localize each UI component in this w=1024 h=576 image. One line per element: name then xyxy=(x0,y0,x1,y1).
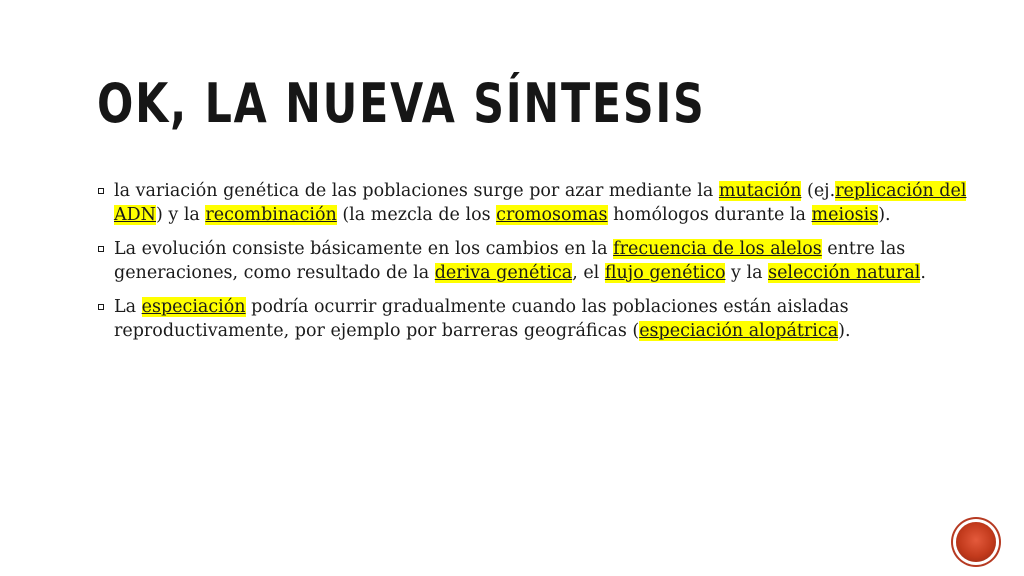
slide-title: OK, LA NUEVA SÍNTESIS xyxy=(97,72,706,135)
bullet-item xyxy=(96,296,976,343)
hyperlink[interactable]: replicación del ADN xyxy=(114,181,967,225)
bullet-text: ). xyxy=(838,320,851,341)
bullet-text: podría ocurrir gradualmente cuando las poblaciones están aisladas reproductivamente, por ejemplo por barreras geográficas ( xyxy=(114,297,849,341)
bullet-text: ). xyxy=(878,204,891,225)
square-bullet-icon xyxy=(98,188,104,194)
hyperlink[interactable]: selección natural xyxy=(768,262,921,283)
bullet-text: y la xyxy=(725,262,769,283)
hyperlink[interactable]: frecuencia de los alelos xyxy=(613,239,822,259)
hyperlink[interactable]: deriva genética xyxy=(434,262,573,283)
square-bullet-icon xyxy=(98,304,104,310)
bullet-text: entre las generaciones, como resultado de la xyxy=(114,239,906,283)
hyperlink[interactable]: flujo genético xyxy=(604,262,726,283)
bullet-text: La xyxy=(114,297,142,317)
bullet-text: (ej. xyxy=(801,181,836,201)
bullet-list xyxy=(96,180,976,354)
hyperlink[interactable]: cromosomas xyxy=(496,204,608,225)
bullet-text: homólogos durante la xyxy=(607,204,812,225)
hyperlink[interactable]: recombinación xyxy=(205,204,337,225)
bullet-item xyxy=(96,180,976,227)
bullet-text: , el xyxy=(572,262,605,283)
bullet-text: (la mezcla de los xyxy=(336,204,497,225)
hyperlink[interactable]: mutación xyxy=(718,181,802,201)
square-bullet-icon xyxy=(98,246,104,252)
next-slide-button[interactable] xyxy=(956,522,996,562)
hyperlink[interactable]: meiosis xyxy=(811,204,879,225)
hyperlink[interactable]: especiación alopátrica xyxy=(639,320,839,341)
bullet-text: la variación genética de las poblaciones surge por azar mediante la xyxy=(114,181,719,201)
bullet-text: . xyxy=(920,262,926,283)
hyperlink[interactable]: especiación xyxy=(141,297,246,317)
bullet-item xyxy=(96,238,976,285)
bullet-text: ) y la xyxy=(155,204,206,225)
bullet-text: La evolución consiste básicamente en los cambios en la xyxy=(114,239,614,259)
